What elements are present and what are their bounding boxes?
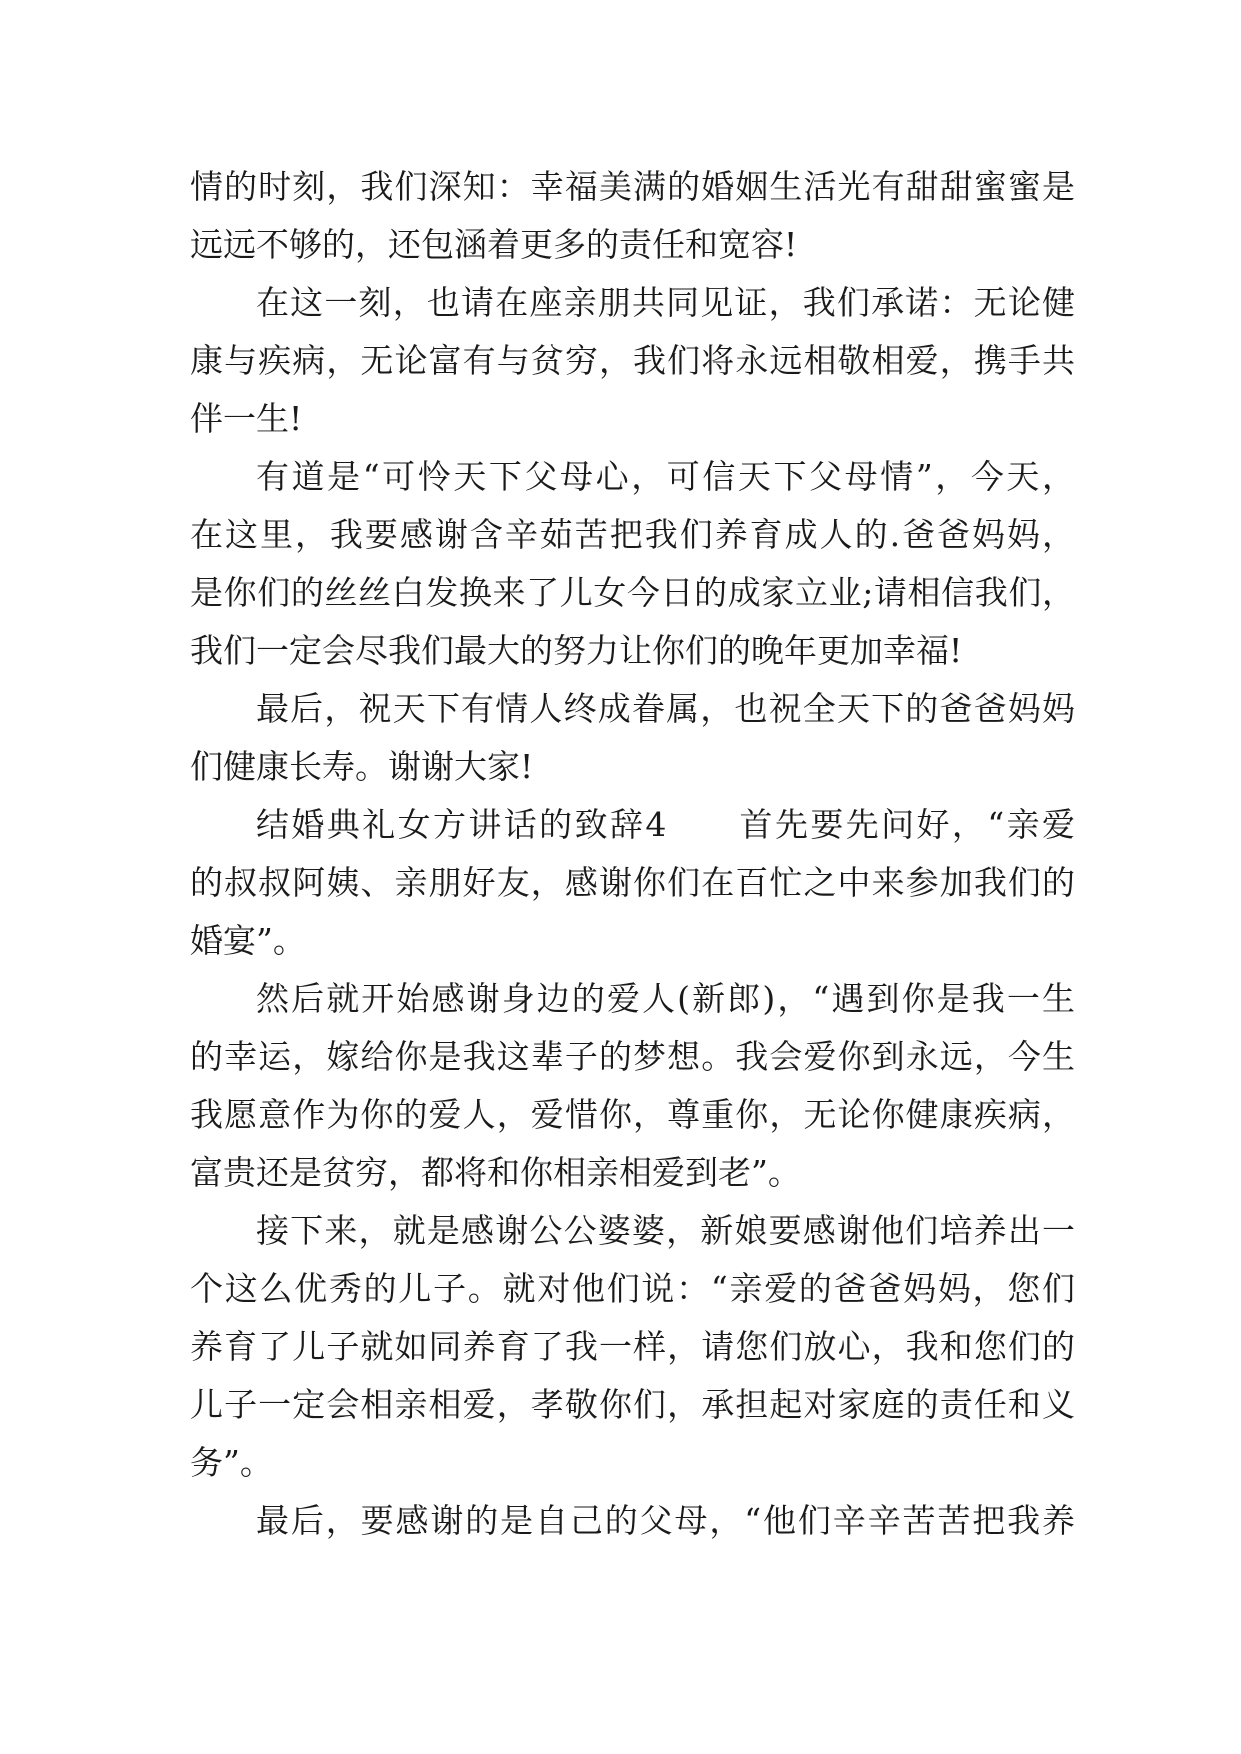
document-body — [190, 158, 1075, 1550]
text-line: 有道是“可怜天下父母心，可信天下父母情”，今天， — [256, 457, 1075, 496]
text-line: 结婚典礼女方讲话的致辞4 首先要先问好，“亲爱 — [256, 805, 1075, 844]
text-line: 伴一生! — [190, 399, 303, 438]
text-line: 然后就开始感谢身边的爱人(新郎)，“遇到你是我一生 — [256, 979, 1075, 1018]
text-line: 是你们的丝丝白发换来了儿女今日的成家立业;请相信我们， — [190, 573, 1075, 612]
text-line: 的叔叔阿姨、亲朋好友，感谢你们在百忙之中来参加我们的 — [190, 863, 1075, 902]
text-line: 儿子一定会相亲相爱，孝敬你们，承担起对家庭的责任和义 — [190, 1385, 1075, 1424]
text-line: 最后，祝天下有情人终成眷属，也祝全天下的爸爸妈妈 — [256, 689, 1075, 728]
text-line: 接下来，就是感谢公公婆婆，新娘要感谢他们培养出一 — [256, 1211, 1075, 1250]
text-line: 富贵还是贫穷，都将和你相亲相爱到老”。 — [190, 1153, 801, 1192]
text-line: 最后，要感谢的是自己的父母，“他们辛辛苦苦把我养 — [256, 1501, 1075, 1540]
text-line: 务”。 — [190, 1443, 273, 1482]
text-line: 的幸运，嫁给你是我这辈子的梦想。我会爱你到永远，今生 — [190, 1037, 1075, 1076]
text-line: 在这一刻，也请在座亲朋共同见证，我们承诺：无论健 — [256, 283, 1075, 322]
text-line: 情的时刻，我们深知：幸福美满的婚姻生活光有甜甜蜜蜜是 — [190, 167, 1075, 206]
text-line: 们健康长寿。谢谢大家! — [190, 747, 534, 786]
text-line: 康与疾病，无论富有与贫穷，我们将永远相敬相爱，携手共 — [190, 341, 1075, 380]
text-line: 个这么优秀的儿子。就对他们说：“亲爱的爸爸妈妈，您们 — [190, 1269, 1075, 1308]
text-line: 我们一定会尽我们最大的努力让你们的晚年更加幸福! — [190, 631, 963, 670]
text-line: 在这里，我要感谢含辛茹苦把我们养育成人的.爸爸妈妈， — [190, 515, 1075, 554]
text-line: 婚宴”。 — [190, 921, 306, 960]
text-line: 养育了儿子就如同养育了我一样，请您们放心，我和您们的 — [190, 1327, 1075, 1366]
text-line: 远远不够的，还包涵着更多的责任和宽容! — [190, 225, 798, 264]
text-line: 我愿意作为你的爱人，爱惜你，尊重你，无论你健康疾病， — [190, 1095, 1075, 1134]
